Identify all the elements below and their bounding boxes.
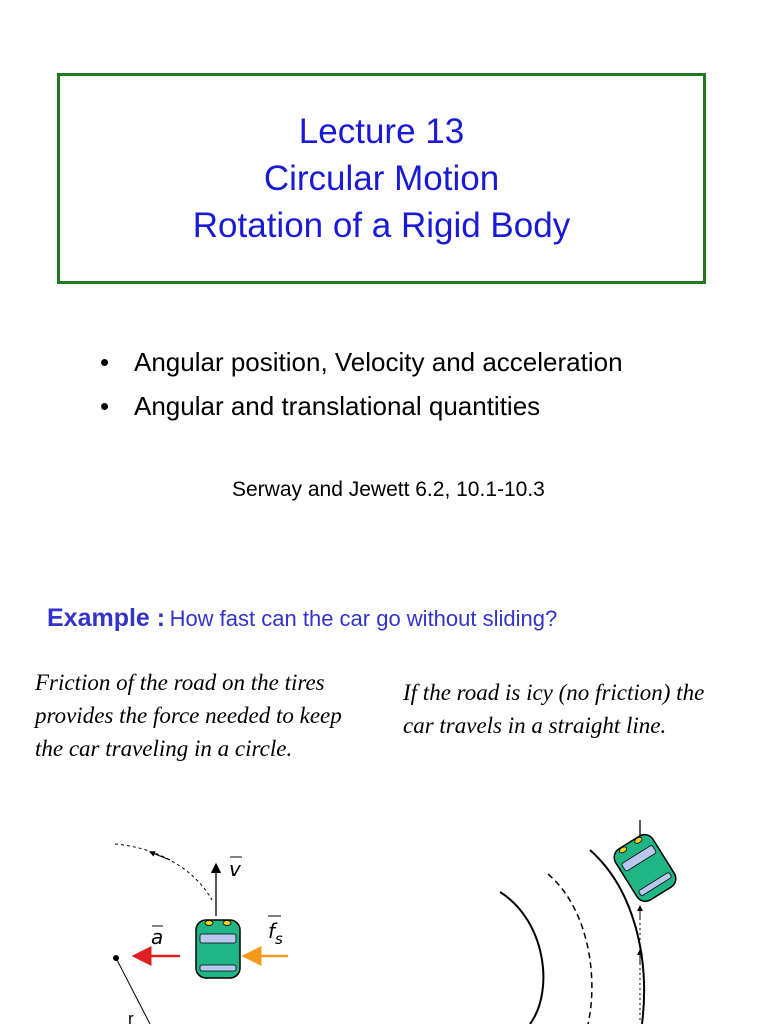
example-label: Example : — [47, 604, 166, 632]
icy-road-caption: If the road is icy (no friction) the car travels in a straight line. — [403, 680, 705, 738]
lecture-topic-2: Rotation of a Rigid Body — [192, 206, 571, 245]
radius-label: r — [128, 1009, 134, 1024]
topic-list — [100, 340, 623, 428]
car-left — [196, 920, 240, 978]
acceleration-label: a — [151, 925, 164, 949]
friction-caption: Friction of the road on the tires provides the force needed to keep the car traveling in a circle. — [35, 670, 342, 761]
textbook-reference: Serway and Jewett 6.2, 10.1-10.3 — [232, 478, 545, 501]
bullet-icon: • — [100, 391, 110, 421]
circular-path — [115, 844, 212, 900]
road-center-line — [548, 874, 592, 1024]
title-box — [57, 73, 706, 284]
lecture-topic-1: Circular Motion — [263, 159, 500, 198]
car-right — [610, 831, 679, 905]
list-item-text: Angular and translational quantities — [134, 391, 541, 421]
list-item — [100, 340, 623, 384]
example-heading — [47, 604, 557, 633]
list-item-text: Angular position, Velocity and acceleration — [134, 347, 623, 377]
car-diagram — [0, 820, 768, 1024]
example-question: How fast can the car go without sliding? — [169, 606, 558, 631]
lecture-number: Lecture 13 — [298, 112, 465, 151]
velocity-label: v — [229, 857, 241, 881]
path-direction-arrow — [150, 852, 170, 860]
list-item — [100, 384, 623, 428]
road-inner-edge — [500, 892, 543, 1024]
bullet-icon: • — [100, 347, 110, 377]
friction-label: $f_s$ — [268, 919, 283, 948]
